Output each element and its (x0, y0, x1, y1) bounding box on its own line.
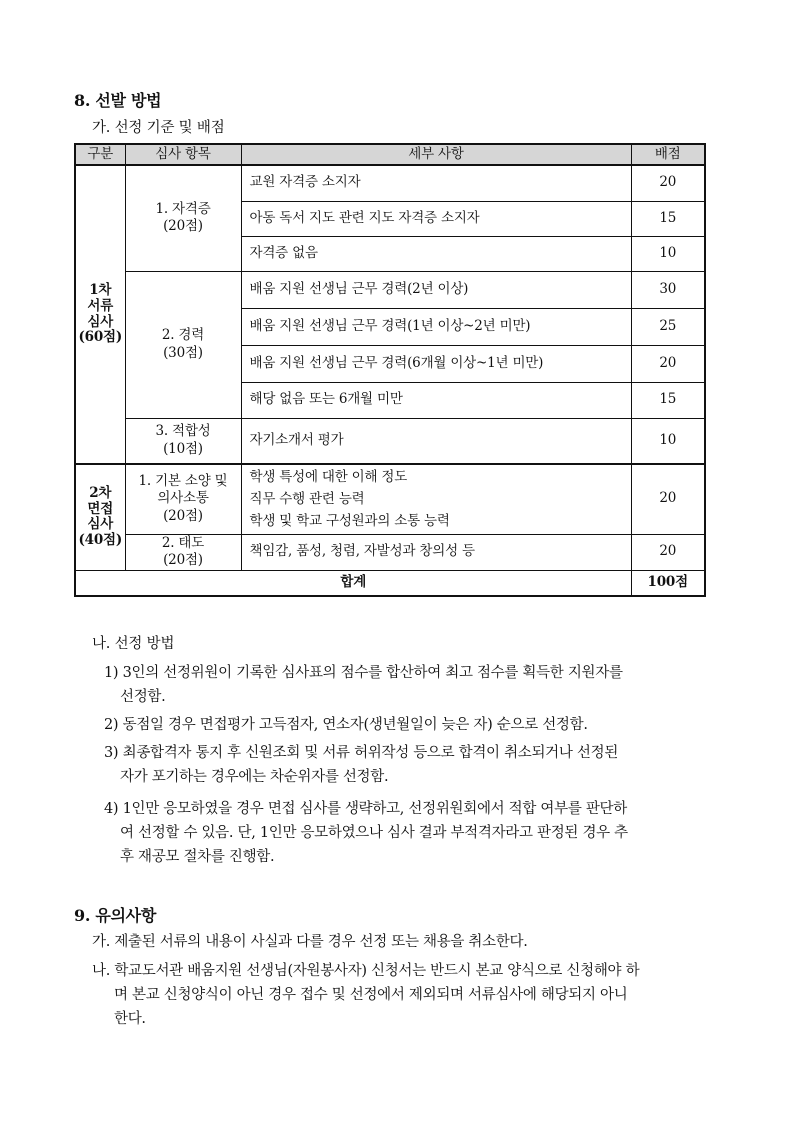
detail-cell: 아동 독서 지도 관련 지도 자격증 소지자 (241, 201, 631, 236)
total-row (75, 570, 705, 596)
score-cell: 20 (631, 165, 705, 201)
section-9-heading: 9. 유의사항 (74, 906, 156, 925)
table-row (75, 534, 705, 570)
detail-cell: 자격증 없음 (241, 236, 631, 271)
table-row (75, 464, 705, 534)
detail-cell: 학생 특성에 대한 이해 정도 직무 수행 관련 능력 학생 및 학교 구성원과의 소통 능력 (241, 464, 631, 534)
detail-cell: 배움 지원 선생님 근무 경력(1년 이상~2년 미만) (241, 308, 631, 345)
method-1: 1) 3인의 선정위원이 기록한 심사표의 점수를 합산하여 최고 점수를 획득한 지원자를 선정함. (104, 665, 623, 705)
score-cell: 20 (631, 464, 705, 534)
score-cell: 30 (631, 271, 705, 308)
score-table (74, 143, 706, 597)
item-suitability: 3. 적합성 (10점) (125, 418, 241, 464)
method-3: 3) 최종합격자 통지 후 신원조회 및 서류 허위작성 등으로 합격이 취소되거나 선정된 자가 포기하는 경우에는 차순위자를 선정함. (104, 745, 619, 785)
score-cell: 15 (631, 382, 705, 418)
method-4: 4) 1인만 응모하였을 경우 면접 심사를 생략하고, 선정위원회에서 적합 여부를 판단하 여 선정할 수 있음. 단, 1인만 응모하였으나 심사 결과 부적격자라고 판정된 경우 추 후 재공모 절차를 진행함. (104, 801, 628, 865)
header-score: 배점 (631, 144, 705, 165)
item-basic-competence: 1. 기본 소양 및 의사소통 (20점) (125, 464, 241, 534)
category-interview: 2차 면접 심사 (40점) (75, 464, 125, 570)
notice-1: 가. 제출된 서류의 내용이 사실과 다를 경우 선정 또는 채용을 취소한다. (92, 934, 528, 950)
section-8-sub-a: 가. 선정 기준 및 배점 (92, 120, 225, 136)
method-2: 2) 동점일 경우 면접평가 고득점자, 연소자(생년월일이 늦은 자) 순으로 선정함. (104, 717, 588, 733)
total-label: 합계 (75, 570, 631, 596)
header-item: 심사 항목 (125, 144, 241, 165)
detail-cell: 교원 자격증 소지자 (241, 165, 631, 201)
item-experience: 2. 경력 (30점) (125, 271, 241, 418)
detail-cell: 배움 지원 선생님 근무 경력(6개월 이상~1년 미만) (241, 345, 631, 382)
section-8-sub-b: 나. 선정 방법 (92, 636, 175, 652)
item-attitude: 2. 태도 (20점) (125, 534, 241, 570)
header-category: 구분 (75, 144, 125, 165)
score-cell: 20 (631, 345, 705, 382)
detail-cell: 해당 없음 또는 6개월 미만 (241, 382, 631, 418)
table-row (75, 165, 705, 201)
table-row (75, 418, 705, 464)
section-8-heading: 8. 선발 방법 (74, 91, 162, 110)
total-score: 100점 (631, 570, 705, 596)
detail-cell: 책임감, 품성, 청렴, 자발성과 창의성 등 (241, 534, 631, 570)
header-detail: 세부 사항 (241, 144, 631, 165)
notice-2: 나. 학교도서관 배움지원 선생님(자원봉사자) 신청서는 반드시 본교 양식으로 신청해야 하 며 본교 신청양식이 아닌 경우 접수 및 선정에서 제외되며 서류심사에 해당되지 아니 한다. (92, 963, 640, 1027)
detail-cell: 자기소개서 평가 (241, 418, 631, 464)
score-cell: 10 (631, 418, 705, 464)
score-cell: 15 (631, 201, 705, 236)
score-cell: 25 (631, 308, 705, 345)
item-certificate: 1. 자격증 (20점) (125, 165, 241, 271)
score-cell: 20 (631, 534, 705, 570)
detail-cell: 배움 지원 선생님 근무 경력(2년 이상) (241, 271, 631, 308)
table-row (75, 271, 705, 308)
table-header-row (75, 144, 705, 165)
category-document-review: 1차 서류 심사 (60점) (75, 165, 125, 464)
score-cell: 10 (631, 236, 705, 271)
